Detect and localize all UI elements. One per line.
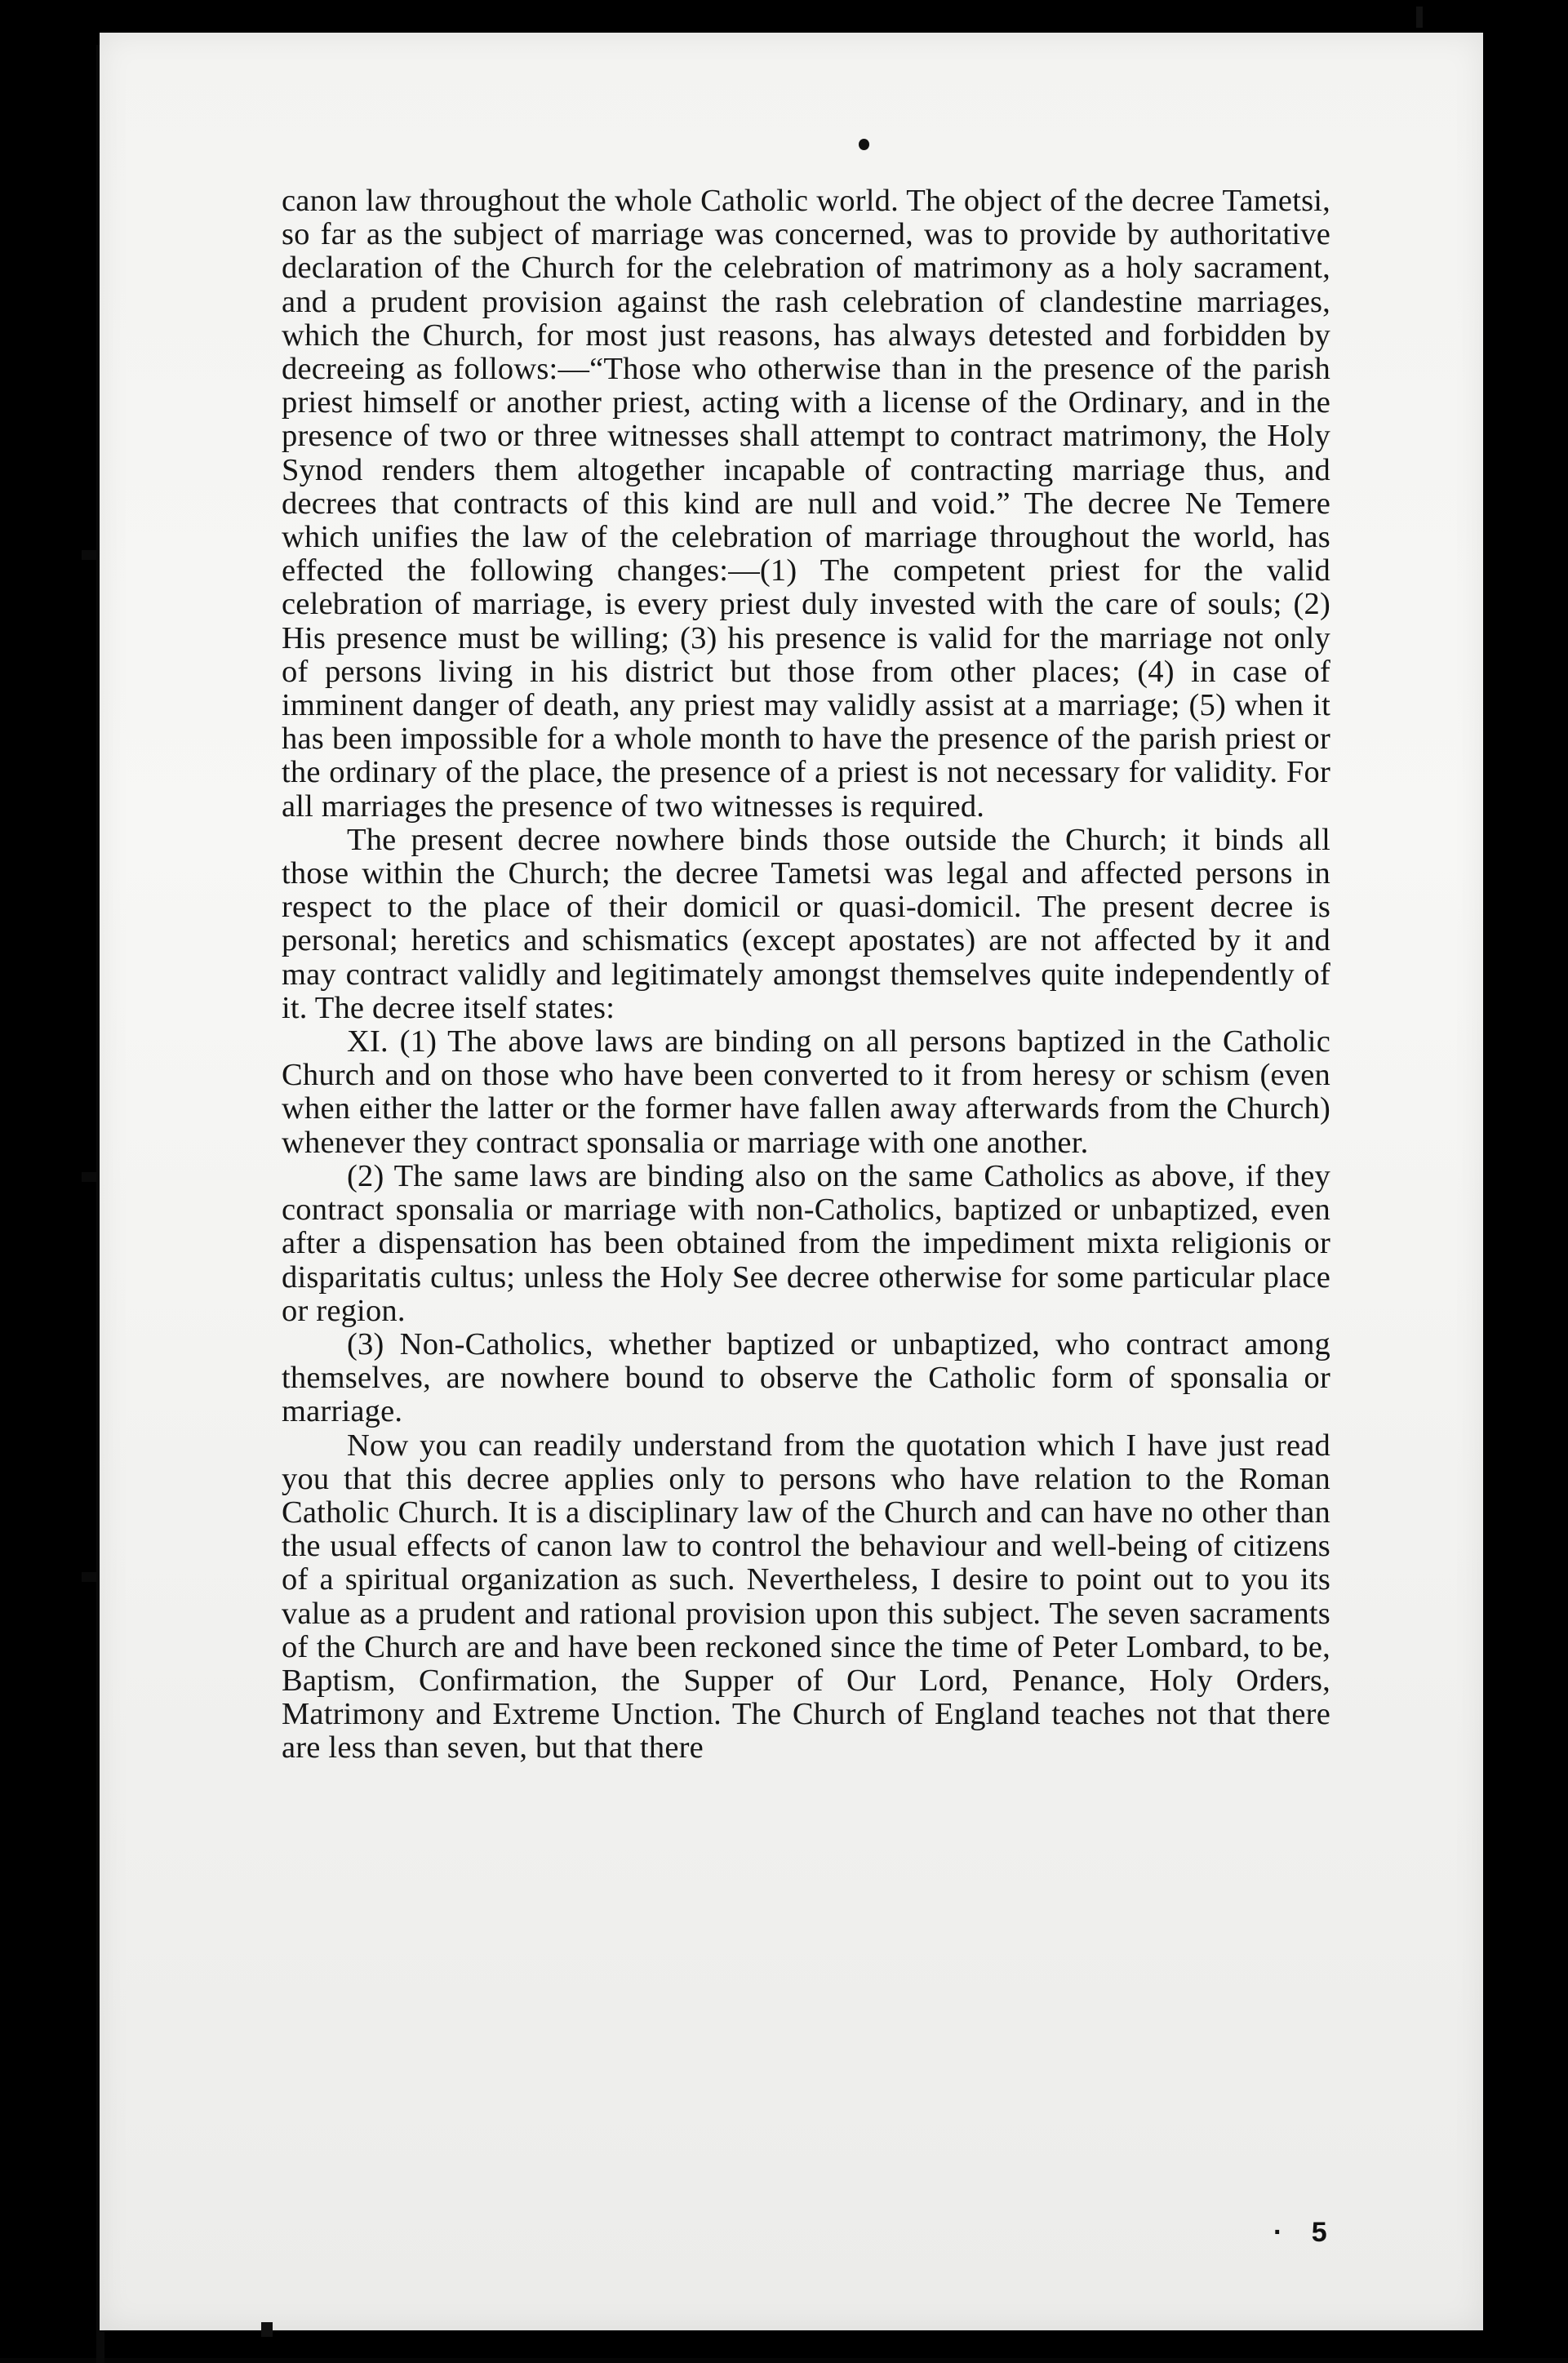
paragraph-1: canon law throughout the whole Catholic world. The object of the decree Tametsi, so far as the subject of marriage was concerned, was to provide by authoritative declaration of the Church for the celebration of matrimony as a holy sacrament, and a prudent provision against the rash celebration of clandestine marriages, which the Church, for most just reasons, has always detested and forbidden by decreeing as follows:—“Those who otherwise than in the presence of the parish priest himself or another priest, acting with a license of the Ordinary, and in the presence of two or three witnesses shall attempt to contract matrimony, the Holy Synod renders them altogether incapable of contracting marriage thus, and decrees that contracts of this kind are null and void.” The decree Ne Temere which unifies the law of the celebration of marriage throughout the world, has effected the following changes:—(1) The competent priest for the valid celebration of marriage, is every priest duly invested with the care of souls; (2) His presence must be willing; (3) his presence is valid for the marriage not only of persons living in his district but those from other places; (4) in case of imminent danger of death, any priest may validly assist at a marriage; (5) when it has been impossible for a whole month to have the presence of the parish priest or the ordinary of the place, the presence of a priest is not necessary for validity. For all marriages the presence of two witnesses is required. <box>282 184 1330 824</box>
page-footer <box>1273 2217 1327 2249</box>
scan-speck <box>1416 7 1423 28</box>
paragraph-4: (2) The same laws are binding also on the same Catholics as above, if they contract sponsalia or marriage with non-Catholics, baptized or unbaptized, even after a dispensation has been obtained from the impediment mixta religionis or disparitatis cultus; unless the Holy See decree otherwise for some particular place or region. <box>282 1158 1330 1328</box>
document-body <box>282 184 1330 1766</box>
paragraph-6: Now you can readily understand from the quotation which I have just read you that this decree applies only to persons who have relation to the Roman Catholic Church. It is a disciplinary law of the Church and can have no other than the usual effects of canon law to control the behaviour and well-being of citizens of a spiritual organization as such. Nevertheless, I desire to point out to you its value as a prudent and rational provision upon this subject. The seven sacraments of the Church are and have been reckoned since the time of Peter Lombard, to be, Baptism, Confirmation, the Supper of Our Lord, Penance, Holy Orders, Matrimony and Extreme Unction. The Church of England teaches not that there are less than seven, but that there <box>282 1428 1330 1766</box>
ink-dot-mark <box>859 139 869 150</box>
paragraph-2: The present decree nowhere binds those outside the Church; it binds all those within the Church; the decree Tametsi was legal and affected persons in respect to the place of their domicil or quasi-domicil. The present decree is personal; heretics and schismatics (except apostates) are not affected by it and may contract validly and legitimately amongst themselves quite independently of it. The decree itself states: <box>282 822 1330 1025</box>
page-number: 5 <box>1311 2217 1327 2248</box>
paragraph-3: XI. (1) The above laws are binding on all persons baptized in the Catholic Church and on those who have been converted to it from heresy or schism (even when either the latter or the former have fallen away afterwards from the Church) whenever they contract sponsalia or marriage with one another. <box>282 1024 1330 1160</box>
footer-separator: · <box>1273 2217 1283 2248</box>
paragraph-5: (3) Non-Catholics, whether baptized or unbaptized, who contract among themselves, are nowhere bound to observe the Catholic form of sponsalia or marriage. <box>282 1326 1330 1429</box>
scan-speck <box>261 2322 273 2337</box>
